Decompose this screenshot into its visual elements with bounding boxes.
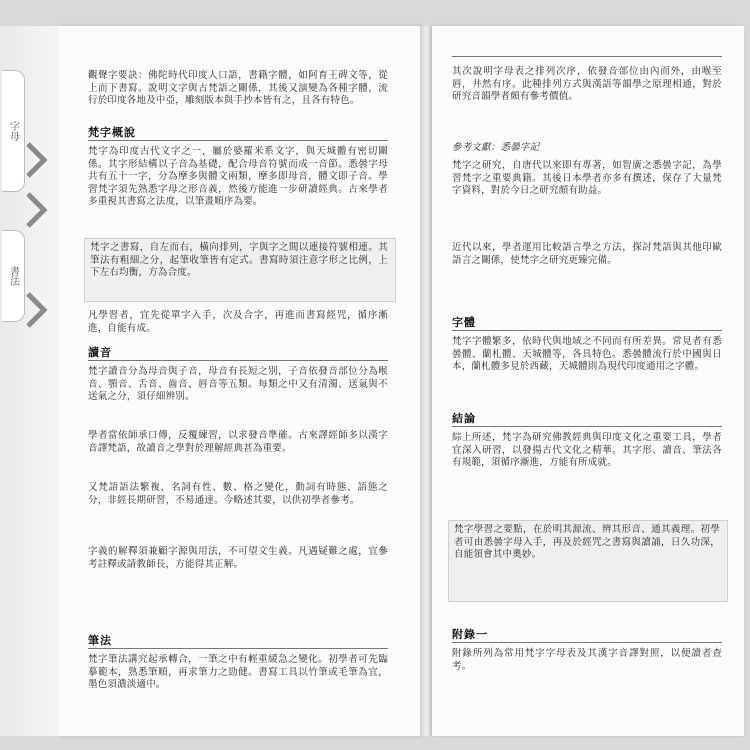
section-heading: 字體 (452, 316, 476, 329)
divider (452, 56, 722, 57)
note: 參考文獻：悉曇字記 (452, 142, 540, 153)
section-heading: 附錄一 (452, 628, 488, 641)
paragraph: 觀聲字要訣：佛陀時代印度人口語，書籍字體，如阿育王碑文等，從上而下書寫。說明文字與古梵語之關係，其後又演變為各種字體，流行於印度各地及中亞，雕刻版本與手抄本皆有之，且各有特色。 (88, 70, 388, 107)
paragraph: 梵字學習之要點，在於明其源流、辨其形音、通其義理。初學者可由悉曇字母入手，再及於經咒之書寫與讀誦，日久功深，自能領會其中奧妙。 (454, 524, 720, 561)
paragraph: 梵字筆法講究起承轉合，一筆之中有輕重緩急之變化。初學者可先臨摹範本，熟悉筆順，再求筆力之勁健。書寫工具以竹筆或毛筆為宜，墨色須濃淡適中。 (88, 654, 388, 691)
paragraph: 梵字讀音分為母音與子音，母音有長短之別，子音依發音部位分為喉音、顎音、舌音、齒音、唇音等五類。每類之中又有清濁、送氣與不送氣之分，須仔細辨別。 (88, 366, 388, 403)
section-tab-2[interactable]: 書法 (2, 230, 25, 322)
paragraph: 學者當依師承口傳，反覆練習，以求發音準確。古來譯經師多以漢字音譯梵語，故讀音之學對於理解經典甚為重要。 (88, 430, 388, 454)
divider (88, 648, 388, 649)
section-tab-1[interactable]: 字母 (2, 70, 25, 192)
paragraph: 附錄所列為常用梵字字母表及其漢字音譯對照，以便讀者查考。 (452, 648, 722, 672)
chevron-right-icon (24, 290, 50, 330)
divider (452, 330, 722, 331)
book-spine (420, 26, 432, 736)
paragraph: 凡學習者，宜先從單字入手，次及合字，再進而書寫經咒，循序漸進，自能有成。 (88, 310, 388, 334)
paragraph: 字義的解釋須兼顧字源與用法，不可望文生義。凡遇疑難之處，宜參考註釋或請教師長，方能得其正解。 (88, 546, 388, 570)
divider (452, 642, 722, 643)
paragraph: 又梵語語法繁複，名詞有性、數、格之變化，動詞有時態、語態之分，非經長期研習，不易通達。今略述其要，以供初學者參考。 (88, 482, 388, 506)
paragraph: 梵字為印度古代文字之一，屬於婆羅米系文字，與天城體有密切關係。其字形結構以子音為基礎，配合母音符號而成一音節。悉曇字母共有五十一字，分為摩多與體文兩類，摩多即母音，體文即子音。學習梵字須先熟悉字母之形音義，然後方能進一步研讀經典。古來學者多重視其書寫之法度，以筆畫順序為要。 (88, 146, 388, 208)
chevron-right-icon (24, 190, 50, 230)
paragraph: 其次說明字母表之排列次序，依發音部位由內而外，由喉至唇，井然有序。此種排列方式與漢語等韻學之原理相通，對於研究音韻學者頗有參考價值。 (452, 66, 722, 103)
paragraph: 近代以來，學者運用比較語言學之方法，探討梵語與其他印歐語言之關係，使梵字之研究更臻完備。 (452, 242, 722, 266)
paragraph: 梵字之研究，自唐代以來即有專著，如智廣之悉曇字記，為學習梵字之重要典籍。其後日本學者亦多有撰述，保存了大量梵字資料，對於今日之研究頗有助益。 (452, 160, 722, 197)
chevron-right-icon (24, 140, 50, 180)
section-heading: 讀音 (88, 346, 112, 359)
paragraph: 綜上所述，梵字為研究佛教經典與印度文化之重要工具，學者宜深入研習，以發揚古代文化之精華。其字形、讀音、筆法各有規範，須循序漸進，方能有所成就。 (452, 432, 722, 469)
section-heading: 筆法 (88, 634, 112, 647)
left-page (58, 26, 420, 736)
divider (452, 426, 722, 427)
paragraph: 梵字之書寫，自左而右，橫向排列，字與字之間以連接符號相連。其筆法有粗細之分，起筆收筆皆有定式。書寫時須注意字形之比例，上下左右均衡，方為合度。 (90, 242, 388, 279)
right-page (432, 26, 744, 736)
paragraph: 梵字字體繁多，依時代與地域之不同而有所差異。常見者有悉曇體、蘭札體、天城體等，各具特色。悉曇體流行於中國與日本，蘭札體多見於西藏，天城體則為現代印度通用之字體。 (452, 336, 722, 373)
divider (88, 360, 388, 361)
divider (88, 140, 388, 141)
section-heading: 梵字概說 (88, 126, 136, 139)
section-heading: 結論 (452, 412, 476, 425)
